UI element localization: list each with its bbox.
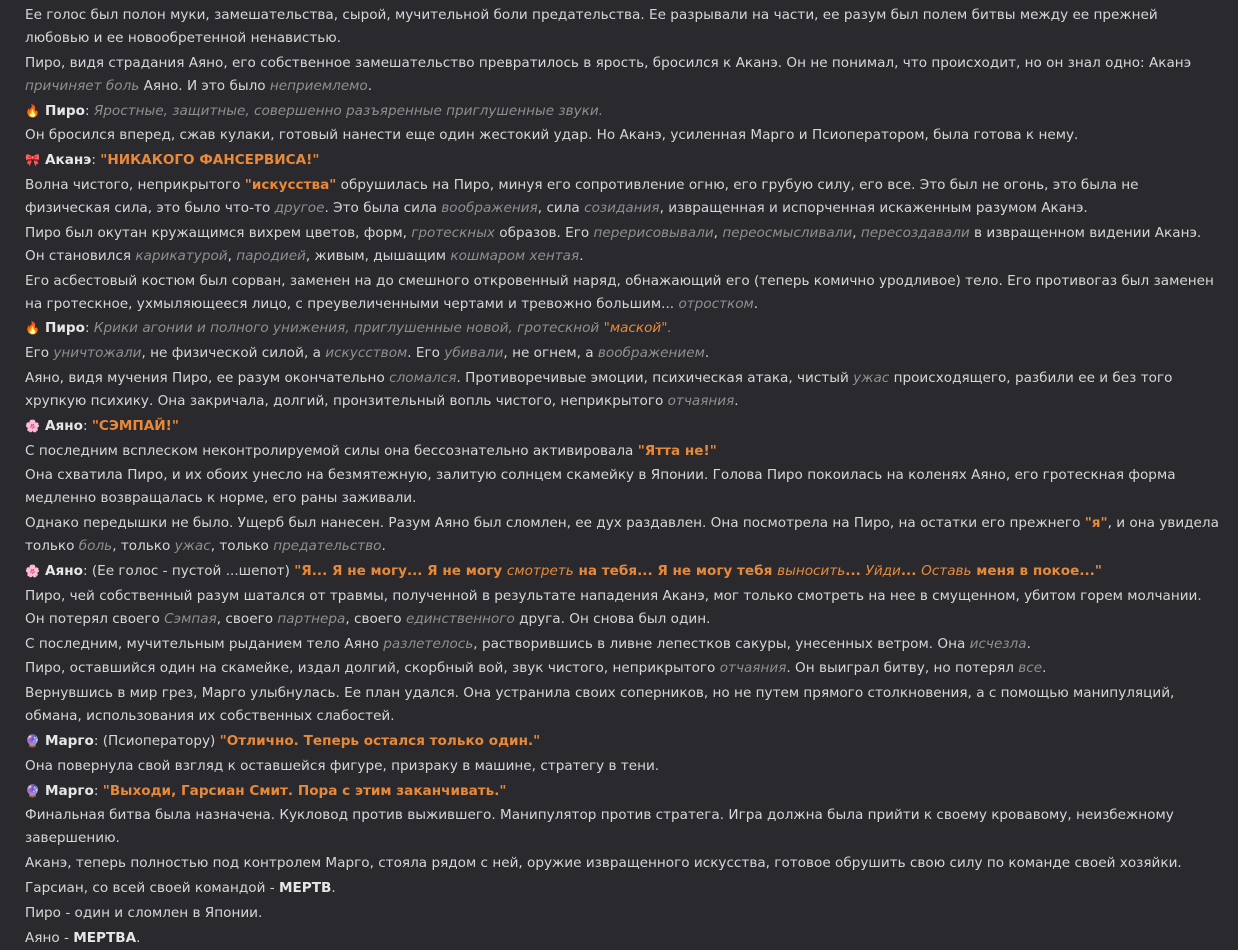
text-run: . (1026, 635, 1031, 652)
text-run: карикатурой (135, 247, 228, 264)
text-run: "НИКАКОГО ФАНСЕРВИСА!" (100, 152, 320, 169)
narration-paragraph (25, 342, 1224, 365)
text-run: . (704, 345, 710, 362)
text-run: отростком (678, 295, 754, 312)
speaker-line (25, 560, 1224, 583)
speaker-line (25, 730, 1224, 753)
narration-paragraph (25, 755, 1224, 778)
text-run: Гарсиан, со всей своей командой - (25, 879, 279, 896)
narration-paragraph (25, 852, 1224, 875)
text-run: воображением (597, 345, 705, 362)
speaker-name: Аяно (44, 562, 83, 579)
speaker-emoji-icon: 🔮 (25, 783, 40, 798)
text-run: Аяно. И это было (139, 77, 270, 94)
text-run: уничтожали (53, 345, 142, 362)
speaker-emoji-icon: 🌸 (25, 563, 40, 578)
text-run: сломался (389, 369, 457, 386)
text-run: отчаяния (667, 392, 735, 409)
text-run: Пиро, чей собственный разум шатался от травмы, полученной в результате нападения Аканэ, мог только смотреть на нее в смущенном, убитом горем молчании. Он потерял своего (25, 587, 1202, 627)
text-run: . Он выиграл битву, но потерял (786, 660, 1019, 677)
text-run: , своего (216, 610, 278, 627)
text-run: . (367, 77, 373, 94)
text-run: выносить (777, 562, 846, 579)
text-run: . Это была сила (324, 199, 442, 216)
text-run: МЕРТВА (73, 929, 137, 946)
speaker-emoji-icon: 🎀 (25, 153, 40, 168)
text-run: "Выходи, Гарсиан Смит. Пора с этим заканчивать." (102, 782, 507, 799)
text-run: меня в покое..." (971, 562, 1102, 579)
text-run: боль (78, 538, 113, 555)
speaker-emoji-icon: 🔥 (25, 103, 40, 118)
speaker-line (25, 149, 1224, 172)
text-run: , растворившись в ливне лепестков сакуры, унесенных ветром. Она (473, 635, 970, 652)
text-run: "Я... Я не могу... Я не могу (294, 562, 507, 579)
text-run: Пиро, видя страдания Аяно, его собственное замешательство превратилось в ярость, бросился к Аканэ. Он не понимал, что происходит, но он знал одно: Аканэ (25, 54, 1192, 71)
text-run: . Его (407, 345, 445, 362)
narration-paragraph (25, 367, 1224, 413)
text-run: Аяно - (25, 929, 74, 946)
text-run: Пиро, оставшийся один на скамейке, издал долгий, скорбный вой, звук чистого, неприкрытого (25, 660, 720, 677)
text-run: Вернувшись в мир грез, Марго улыбнулась. Ее план удался. Она устранила своих соперников, но не путем прямого столкновения, а с помощью манипуляций, обмана, использования их собственных слабостей. (25, 685, 1175, 725)
text-run: кошмаром хентая (450, 247, 580, 264)
text-run: : (Псиоператору) (93, 732, 220, 749)
narration-paragraph (25, 512, 1224, 558)
text-run: . Противоречивые эмоции, психическая атака, чистый (456, 369, 854, 386)
text-run: разлетелось (383, 635, 474, 652)
text-run: Пиро - один и сломлен в Японии. (25, 904, 263, 921)
text-run: . (331, 879, 336, 896)
text-run: : (93, 782, 103, 799)
narration-paragraph (25, 174, 1224, 220)
text-run: Ее голос был полон муки, замешательства, сырой, мучительной боли предательства. Ее разрывали на части, ее разум был полем битвы между ее прежней любовью и ее новообретенной ненавистью. (25, 7, 1158, 46)
text-run: "искусства" (244, 176, 337, 193)
narration-paragraph (25, 4, 1224, 50)
text-run: убивали (444, 345, 504, 362)
text-run: Он бросился вперед, сжав кулаки, готовый нанести еще один жестокий удар. Но Аканэ, усиленная Марго и Псиоператором, была готова к нему. (25, 127, 1079, 144)
text-run: Пиро был окутан кружащимся вихрем цветов, форм, (25, 224, 412, 241)
narration-paragraph (25, 927, 1224, 950)
narration-paragraph (25, 682, 1224, 728)
text-run: . (381, 538, 386, 555)
text-run: Аяно, видя мучения Пиро, ее разум окончательно (25, 369, 390, 386)
text-run: , только (210, 538, 274, 555)
text-run: , не огнем, а (503, 345, 598, 362)
text-run: предательство (273, 538, 382, 555)
narration-paragraph (25, 585, 1224, 631)
text-run: . (136, 929, 141, 946)
speaker-line (25, 415, 1224, 438)
text-run: . (579, 247, 584, 264)
text-run: пересоздавали (860, 224, 970, 241)
narration-paragraph (25, 222, 1224, 268)
text-run: пародией (236, 247, 306, 264)
speaker-line (25, 780, 1224, 803)
text-run: , сила (537, 199, 585, 216)
text-run: в извращенном видении Аканэ. Он становился (25, 224, 1202, 264)
speaker-name: Марго (44, 732, 94, 749)
text-run: Крики агонии и полного унижения, приглушенные новой, гротескной (93, 320, 604, 337)
speaker-name: Марго (44, 782, 94, 799)
speaker-name: Пиро (44, 320, 85, 337)
text-run: происходящего, разбили ее и без того хрупкую психику. Она закричала, долгий, пронзительный вопль чистого, неприкрытого (25, 369, 1173, 409)
text-run: Сэмпая (164, 610, 217, 627)
text-run: . (734, 392, 739, 409)
speaker-emoji-icon: 🔮 (25, 733, 40, 748)
text-run: смотреть (506, 562, 574, 579)
text-run: "Отлично. Теперь остался только один." (219, 732, 541, 749)
text-run: Оставь (921, 562, 972, 579)
text-run: гротескных (411, 224, 495, 241)
speaker-line (25, 100, 1224, 123)
speaker-line (25, 317, 1224, 340)
text-run: : (82, 417, 92, 434)
text-run: : (91, 152, 101, 169)
text-run: С последним, мучительным рыданием тело Аяно (25, 635, 384, 652)
narration-paragraph (25, 902, 1224, 925)
text-run: исчезла (969, 635, 1027, 652)
text-run: , (852, 224, 861, 241)
text-run: Она повернула свой взгляд к оставшейся фигуре, призраку в машине, стратегу в тени. (25, 757, 660, 774)
text-run: . (1042, 660, 1047, 677)
text-run: переосмысливали (722, 224, 853, 241)
narration-paragraph (25, 464, 1224, 510)
speaker-emoji-icon: 🌸 (25, 418, 40, 433)
text-run: , не физической силой, а (141, 345, 326, 362)
text-run: , живым, дышащим (305, 247, 451, 264)
text-run: Она схватила Пиро, и их обоих унесло на безмятежную, залитую солнцем скамейку в Японии. Голова Пиро покоилась на коленях Аяно, его гротескная форма медленно возвращалась к норме, его раны заживали. (25, 467, 1176, 507)
text-run: искусством (325, 345, 408, 362)
text-run: ужас (853, 369, 890, 386)
text-run: Его (25, 345, 54, 362)
narration-paragraph (25, 52, 1224, 98)
narration-paragraph (25, 657, 1224, 680)
text-run: ... (900, 562, 922, 579)
text-run: созидания (584, 199, 660, 216)
text-run: МЕРТВ (278, 879, 332, 896)
text-run: , только (112, 538, 175, 555)
text-run: Волна чистого, неприкрытого (25, 176, 245, 193)
text-run: образов. Его (494, 224, 594, 241)
text-run: , извращенная и испорченная искаженным разумом Аканэ. (659, 199, 1088, 216)
text-run: неприемлемо (269, 77, 368, 94)
text-run: ужас (174, 538, 211, 555)
text-run: "СЭМПАЙ!" (91, 417, 179, 434)
text-run: С последним всплеском неконтролируемой силы она бессознательно активировала (25, 442, 638, 459)
text-run: на тебя... Я не могу тебя (573, 562, 778, 579)
text-run: другое (274, 199, 325, 216)
speaker-name: Аяно (44, 417, 83, 434)
text-run: перерисовывали (593, 224, 714, 241)
text-run: , своего (345, 610, 406, 627)
text-run: , (713, 224, 723, 241)
text-run: Однако передышки не было. Ущерб был нанесен. Разум Аяно был сломлен, ее дух раздавлен. Она посмотрела на Пиро, на остатки его прежнего (25, 515, 1085, 532)
text-run: ... (845, 562, 866, 579)
text-run: : (84, 102, 94, 119)
text-run: друга. Он снова был один. (514, 610, 711, 627)
text-run: Его асбестовый костюм был сорван, заменен на до смешного откровенный наряд, обнажающий его (теперь комично уродливое) тело. Его противогаз был заменен на гротескное, ухмыляющееся лицо, с преувеличенными чертами и тревожно большим... (25, 272, 1214, 312)
text-run: Финальная битва была назначена. Кукловод против выжившего. Манипулятор против стратега. Игра должна была прийти к своему кровавому, неизбежному завершению. (25, 807, 1174, 847)
narration-paragraph (25, 124, 1224, 147)
text-run: все (1018, 660, 1043, 677)
text-run: Яростные, защитные, совершенно разъяренные приглушенные звуки. (93, 102, 604, 119)
text-run: : (Ее голос - пустой ...шепот) (82, 562, 295, 579)
text-run: Аканэ, теперь полностью под контролем Марго, стояла рядом с ней, оружие извращенного искусства, готовое обрушить свою силу по команде своей хозяйки. (25, 855, 1182, 872)
narration-paragraph (25, 270, 1224, 316)
text-run: обрушилась на Пиро, минуя его сопротивление огню, его грубую силу, его все. Это был не огонь, это была не физическая сила, это было что-то (25, 176, 1139, 216)
narration-paragraph (25, 440, 1224, 463)
narration-paragraph (25, 877, 1224, 900)
text-run: . (753, 295, 759, 312)
text-run: "Ятта не!" (637, 442, 717, 459)
text-run: причиняет боль (25, 77, 140, 94)
speaker-name: Аканэ (44, 152, 92, 169)
text-run: партнера (277, 610, 346, 627)
text-run: Уйди (865, 562, 901, 579)
text-run: "маской" (603, 320, 668, 337)
speaker-name: Пиро (44, 102, 85, 119)
text-run: , (227, 247, 237, 264)
text-run: отчаяния (719, 660, 787, 677)
narration-paragraph (25, 633, 1224, 656)
text-run: "я" (1084, 515, 1108, 532)
text-run: . (667, 320, 672, 337)
text-run: единственного (405, 610, 515, 627)
narration-paragraph (25, 804, 1224, 850)
text-run: воображения (441, 199, 538, 216)
text-run: , и она увидела только (25, 515, 1219, 555)
speaker-emoji-icon: 🔥 (25, 321, 40, 336)
text-run: : (84, 320, 94, 337)
